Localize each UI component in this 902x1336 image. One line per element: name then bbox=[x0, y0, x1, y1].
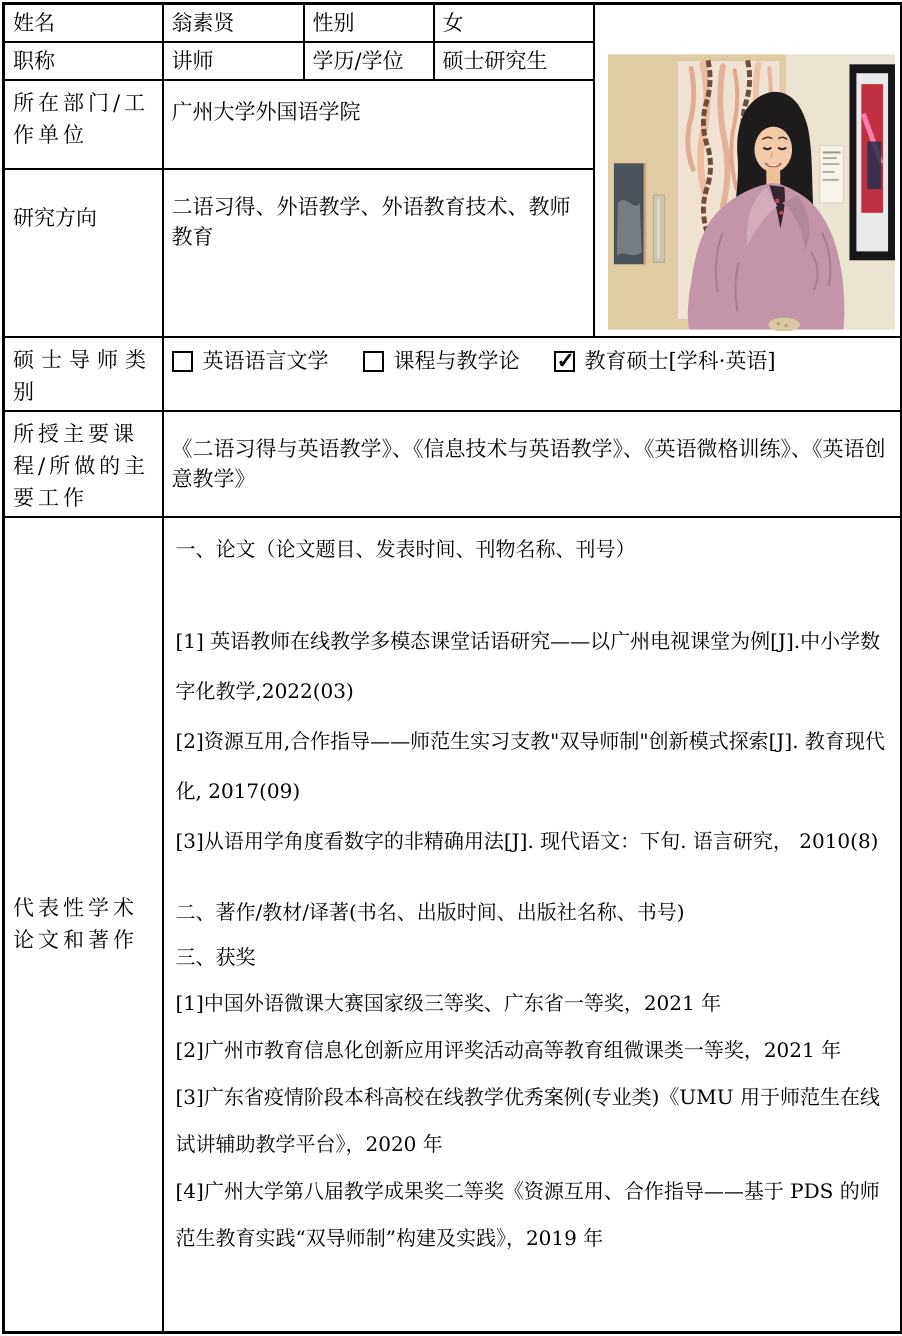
option-curriculum-pedagogy bbox=[363, 346, 520, 376]
research-label: 研究方向 bbox=[4, 169, 163, 337]
option-label: 课程与教学论 bbox=[393, 349, 520, 373]
books-section-heading: 二、著作/教材/译著(书名、出版时间、出版社名称、书号) bbox=[175, 900, 685, 924]
award-item: [4]广州大学第八届教学成果奖二等奖《资源互用、合作指导——基于 PDS 的师范生教育实践“双导师制”构建及实践》，2019 年 bbox=[175, 1179, 880, 1250]
belt-detail bbox=[776, 322, 779, 325]
research-value: 二语习得、外语教学、外语教育技术、教师教育 bbox=[163, 169, 594, 337]
supervisor-category-label: 硕士导师类别 bbox=[4, 337, 163, 411]
inner-top-floral-dot bbox=[779, 211, 783, 215]
row-courses bbox=[4, 411, 902, 517]
degree-value: 硕士研究生 bbox=[434, 42, 594, 80]
photo-cell bbox=[594, 4, 902, 338]
belt bbox=[768, 318, 800, 331]
option-english-literature bbox=[172, 346, 329, 376]
row-supervisor-category bbox=[4, 337, 902, 411]
wall-label-card bbox=[819, 145, 843, 202]
portrait-photo bbox=[608, 53, 895, 331]
courses-value: 《二语习得与英语教学》、《信息技术与英语教学》、《英语微格训练》、《英语创意教学》 bbox=[163, 411, 902, 517]
spacer bbox=[176, 866, 891, 890]
checkbox-unchecked-icon bbox=[172, 351, 193, 372]
name-value: 翁素贤 bbox=[163, 4, 304, 43]
department-label: 所在部门/工作单位 bbox=[4, 80, 163, 169]
left-painting-smudge bbox=[616, 200, 641, 256]
award-item: [3]广东省疫情阶段本科高校在线教学优秀案例(专业类)《UMU 用于师范生在线试讲辅助教学平台》，2020 年 bbox=[175, 1085, 880, 1156]
courses-label: 所授主要课程/所做的主要工作 bbox=[4, 411, 163, 517]
supervisor-category-options bbox=[163, 337, 902, 411]
gender-value: 女 bbox=[434, 4, 594, 43]
checkbox-options bbox=[172, 346, 893, 376]
neck bbox=[766, 167, 780, 185]
award-item: [1]中国外语微课大赛国家级三等奖、广东省一等奖，2021 年 bbox=[175, 991, 722, 1015]
option-label: 教育硕士[学科·英语] bbox=[584, 349, 776, 373]
spacer bbox=[176, 574, 891, 616]
publications-section-heading: 一、论文（论文题目、发表时间、刊物名称、刊号） bbox=[175, 537, 636, 561]
degree-label: 学历/学位 bbox=[304, 42, 434, 80]
publications-content bbox=[163, 517, 902, 1332]
row-name-gender bbox=[4, 4, 902, 43]
publication-item: [2]资源互用,合作指导——师范生实习支教"双导师制"创新模式探索[J]. 教育现代化, 2017(09) bbox=[175, 729, 885, 803]
left-painting-frame-edge bbox=[643, 163, 645, 264]
option-label: 英语语言文学 bbox=[202, 349, 329, 373]
name-label: 姓名 bbox=[4, 4, 163, 43]
right-artwork-shape bbox=[867, 142, 881, 190]
checkbox-unchecked-icon bbox=[363, 351, 384, 372]
department-value: 广州大学外国语学院 bbox=[163, 80, 594, 169]
title-label: 职称 bbox=[4, 42, 163, 80]
option-education-master bbox=[554, 346, 776, 376]
gender-label: 性别 bbox=[304, 4, 434, 43]
publications-label: 代表性学术论文和著作 bbox=[4, 517, 163, 1332]
publication-item: [1] 英语教师在线教学多模态课堂话语研究——以广州电视课堂为例[J].中小学数字化教学,2022(03) bbox=[175, 629, 881, 703]
awards-section-heading: 三、获奖 bbox=[175, 945, 256, 969]
award-item: [2]广州市教育信息化创新应用评奖活动高等教育组微课类一等奖，2021 年 bbox=[175, 1038, 842, 1062]
inner-top-floral-dot bbox=[774, 199, 779, 204]
faculty-profile-table bbox=[2, 2, 902, 1334]
checkbox-checked-icon bbox=[554, 351, 575, 372]
row-publications bbox=[4, 517, 902, 1332]
publication-item: [3]从语用学角度看数字的非精确用法[J]. 现代语文：下旬. 语言研究， 2010(8) bbox=[175, 829, 879, 853]
belt-detail bbox=[784, 324, 787, 327]
title-value: 讲师 bbox=[163, 42, 304, 80]
